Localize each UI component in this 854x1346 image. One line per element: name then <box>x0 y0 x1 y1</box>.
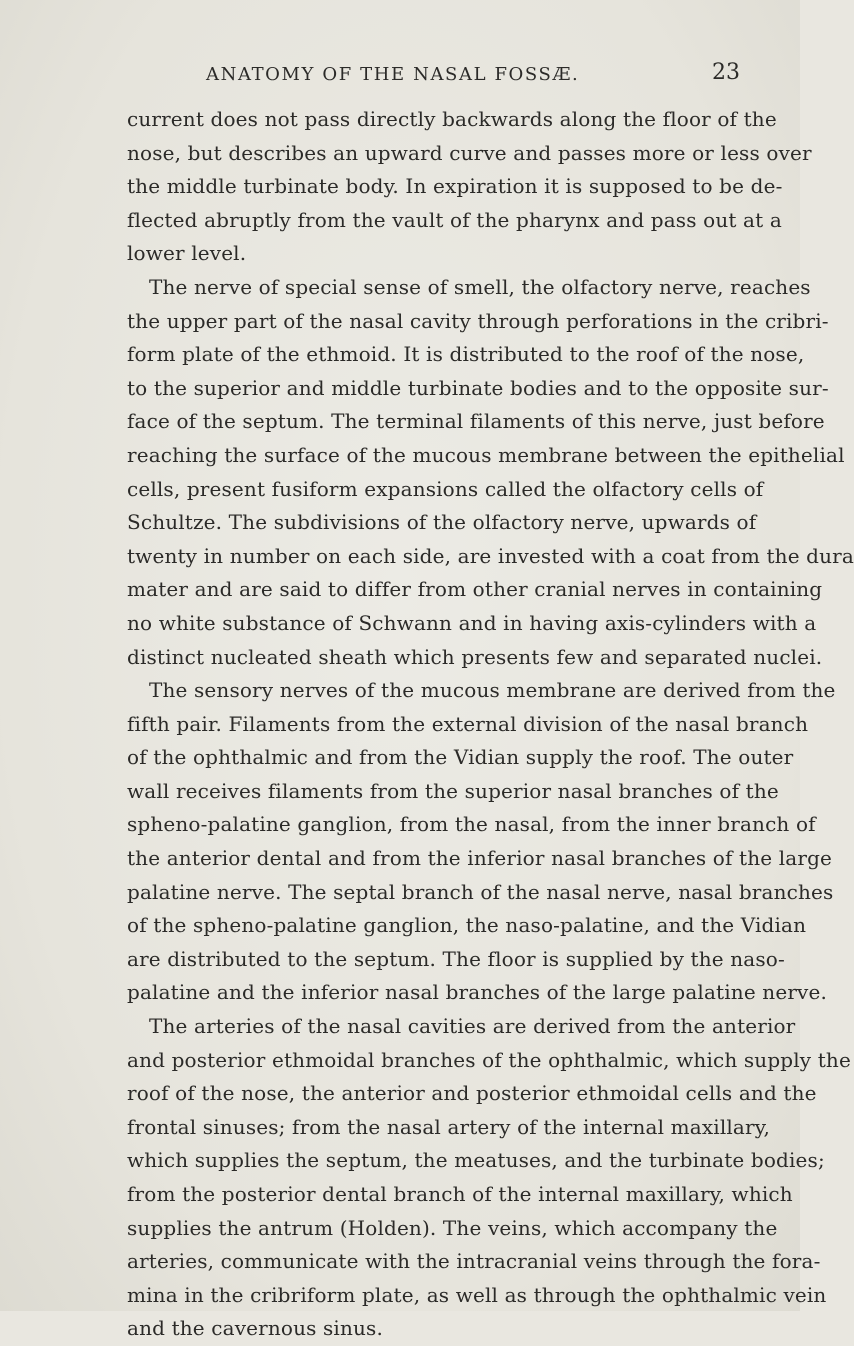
text-line: nose, but describes an upward curve and passes more or less over <box>127 140 812 165</box>
text-line: mina in the cribriform plate, as well as through the ophthalmic vein <box>127 1282 827 1307</box>
text-line: fifth pair. Filaments from the external division of the nasal branch <box>127 711 809 736</box>
running-head: ANATOMY OF THE NASAL FOSSÆ. <box>206 64 580 85</box>
text-line: twenty in number on each side, are invested with a coat from the dura <box>127 543 854 568</box>
text-line: the anterior dental and from the inferior nasal branches of the large <box>127 846 833 871</box>
paragraph-start-line: The sensory nerves of the mucous membrane are derived from the <box>149 678 836 703</box>
text-line: lower level. <box>127 241 247 266</box>
text-line: distinct nucleated sheath which presents few and separated nuclei. <box>127 644 823 669</box>
text-line: no white substance of Schwann and in having axis-cylinders with a <box>127 610 817 635</box>
text-line: the middle turbinate body. In expiration it is supposed to be de- <box>127 174 783 199</box>
text-line: wall receives filaments from the superior nasal branches of the <box>127 778 779 803</box>
text-line: palatine and the inferior nasal branches of the large palatine nerve. <box>127 980 827 1005</box>
text-line: reaching the surface of the mucous membrane between the epithelial <box>127 442 845 467</box>
text-line: roof of the nose, the anterior and posterior ethmoidal cells and the <box>127 1081 817 1106</box>
text-line: cells, present fusiform expansions called the olfactory cells of <box>127 476 764 501</box>
text-line: to the superior and middle turbinate bodies and to the opposite sur- <box>127 375 829 400</box>
text-line: of the ophthalmic and from the Vidian supply the roof. The outer <box>127 745 794 770</box>
text-line: and posterior ethmoidal branches of the ophthalmic, which supply the <box>127 1047 851 1072</box>
paragraph-start-line: The arteries of the nasal cavities are derived from the anterior <box>149 1014 796 1039</box>
text-line: spheno-palatine ganglion, from the nasal, from the inner branch of <box>127 812 816 837</box>
text-line: frontal sinuses; from the nasal artery of the internal maxillary, <box>127 1114 771 1139</box>
page-number: 23 <box>712 60 740 85</box>
text-line: and the cavernous sinus. <box>127 1316 383 1341</box>
text-line: of the spheno-palatine ganglion, the naso-palatine, and the Vidian <box>127 913 807 938</box>
text-line: Schultze. The subdivisions of the olfactory nerve, upwards of <box>127 510 757 535</box>
text-line: are distributed to the septum. The floor is supplied by the naso- <box>127 946 785 971</box>
text-line: the upper part of the nasal cavity through perforations in the cribri- <box>127 308 829 333</box>
text-line: flected abruptly from the vault of the pharynx and pass out at a <box>127 207 782 232</box>
paragraph-start-line: The nerve of special sense of smell, the olfactory nerve, reaches <box>149 274 811 299</box>
page-header <box>0 60 800 94</box>
text-line: current does not pass directly backwards along the floor of the <box>127 107 777 131</box>
text-line: form plate of the ethmoid. It is distributed to the roof of the nose, <box>127 342 805 367</box>
body-text <box>127 103 854 1346</box>
text-line: arteries, communicate with the intracranial veins through the fora- <box>127 1249 821 1274</box>
text-line: from the posterior dental branch of the internal maxillary, which <box>127 1182 793 1206</box>
text-line: mater and are said to differ from other cranial nerves in containing <box>127 577 823 602</box>
text-line: supplies the antrum (Holden). The veins, which accompany the <box>127 1215 778 1240</box>
text-line: palatine nerve. The septal branch of the nasal nerve, nasal branches <box>127 879 834 904</box>
text-line: face of the septum. The terminal filaments of this nerve, just before <box>127 409 825 434</box>
text-line: which supplies the septum, the meatuses, and the turbinate bodies; <box>127 1148 825 1173</box>
